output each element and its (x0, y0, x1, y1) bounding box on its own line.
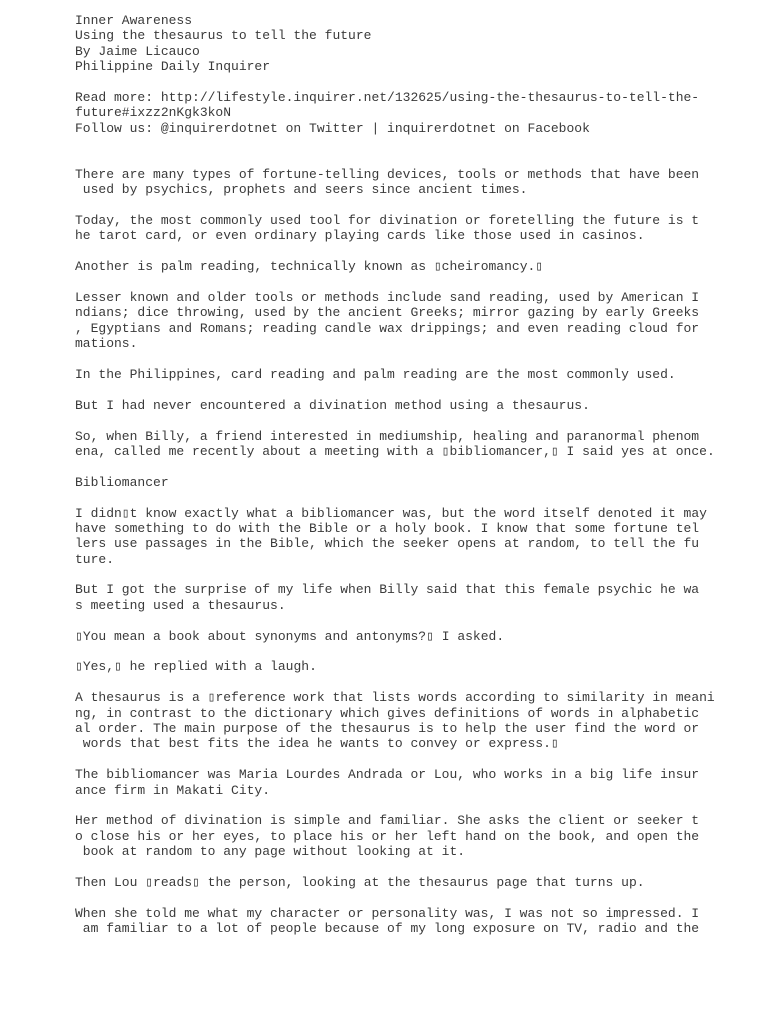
paragraph-line: s meeting used a thesaurus. (75, 597, 286, 613)
article-title: Using the thesaurus to tell the future (75, 28, 372, 44)
paragraph-line: A thesaurus is a ▯reference work that lists words according to similarity in meani (75, 690, 715, 706)
paragraph (75, 367, 755, 382)
paragraph-line: used by psychics, prophets and seers since ancient times. (75, 182, 528, 198)
paragraph (75, 398, 755, 413)
paragraph-line: ture. (75, 551, 115, 567)
paragraph-line: ▯You mean a book about synonyms and antonyms?▯ I asked. (75, 628, 505, 644)
paragraph-line: Today, the most commonly used tool for divination or foretelling the future is t (75, 213, 700, 229)
publication: Philippine Daily Inquirer (75, 59, 271, 75)
paragraph-line: I didn▯t know exactly what a bibliomancer was, but the word itself denoted it may (75, 505, 707, 521)
paragraph (75, 906, 755, 937)
paragraph-line: o close his or her eyes, to place his or her left hand on the book, and open the (75, 828, 700, 844)
article-header (75, 13, 755, 75)
article-body (75, 167, 755, 937)
paragraph (75, 659, 755, 674)
paragraph (75, 582, 755, 613)
paragraph-line: ▯Yes,▯ he replied with a laugh. (75, 659, 317, 675)
paragraph-line: ance firm in Makati City. (75, 782, 271, 798)
paragraph-line: lers use passages in the Bible, which the seeker opens at random, to tell the fu (75, 536, 700, 552)
paragraph-line: ena, called me recently about a meeting with a ▯bibliomancer,▯ I said yes at once. (75, 443, 715, 459)
paragraph (75, 813, 755, 859)
paragraph-line: mations. (75, 336, 138, 352)
paragraph-line: Her method of divination is simple and familiar. She asks the client or seeker t (75, 813, 700, 829)
paragraph-line: am familiar to a lot of people because of my long exposure on TV, radio and the (75, 921, 700, 937)
paragraph-line: words that best fits the idea he wants to convey or express.▯ (75, 736, 559, 752)
read-more-line: Read more: http://lifestyle.inquirer.net/132625/using-the-thesaurus-to-tell-the- (75, 89, 700, 105)
paragraph-line: al order. The main purpose of the thesaurus is to help the user find the word or (75, 720, 700, 736)
paragraph-line: ng, in contrast to the dictionary which gives definitions of words in alphabetic (75, 705, 700, 721)
paragraph-line: But I had never encountered a divination method using a thesaurus. (75, 397, 590, 413)
paragraph-line: ndians; dice throwing, used by the ancient Greeks; mirror gazing by early Greeks (75, 305, 700, 321)
document-text (75, 13, 755, 952)
paragraph-line: Lesser known and older tools or methods include sand reading, used by American I (75, 290, 700, 306)
paragraph-line: have something to do with the Bible or a holy book. I know that some fortune tel (75, 520, 700, 536)
paragraph-line: he tarot card, or even ordinary playing cards like those used in casinos. (75, 228, 645, 244)
paragraph (75, 767, 755, 798)
follow-us-line: Follow us: @inquirerdotnet on Twitter | inquirerdotnet on Facebook (75, 120, 590, 136)
paragraph-line: There are many types of fortune-telling devices, tools or methods that have been (75, 166, 700, 182)
read-more-line: future#ixzz2nKgk3koN (75, 105, 232, 121)
paragraph-line: When she told me what my character or personality was, I was not so impressed. I (75, 905, 700, 921)
paragraph (75, 690, 755, 752)
paragraph-line: Then Lou ▯reads▯ the person, looking at the thesaurus page that turns up. (75, 874, 645, 890)
paragraph (75, 506, 755, 568)
paragraph (75, 213, 755, 244)
paragraph-line: The bibliomancer was Maria Lourdes Andrada or Lou, who works in a big life insur (75, 767, 700, 783)
paragraph-line: But I got the surprise of my life when Billy said that this female psychic he wa (75, 582, 700, 598)
section-heading (75, 475, 755, 490)
column-title: Inner Awareness (75, 13, 193, 28)
paragraph (75, 875, 755, 890)
paragraph-line: Another is palm reading, technically known as ▯cheiromancy.▯ (75, 259, 544, 275)
paragraph (75, 167, 755, 198)
paragraph-line: book at random to any page without looking at it. (75, 844, 466, 860)
paragraph (75, 290, 755, 352)
paragraph-line: Bibliomancer (75, 474, 169, 490)
paragraph (75, 259, 755, 274)
paragraph (75, 629, 755, 644)
paragraph (75, 429, 755, 460)
read-more-block (75, 90, 755, 136)
paragraph-line: So, when Billy, a friend interested in mediumship, healing and paranormal phenom (75, 428, 700, 444)
byline: By Jaime Licauco (75, 43, 200, 59)
paragraph-line: , Egyptians and Romans; reading candle wax drippings; and even reading cloud for (75, 320, 700, 336)
paragraph-line: In the Philippines, card reading and palm reading are the most commonly used. (75, 367, 676, 382)
